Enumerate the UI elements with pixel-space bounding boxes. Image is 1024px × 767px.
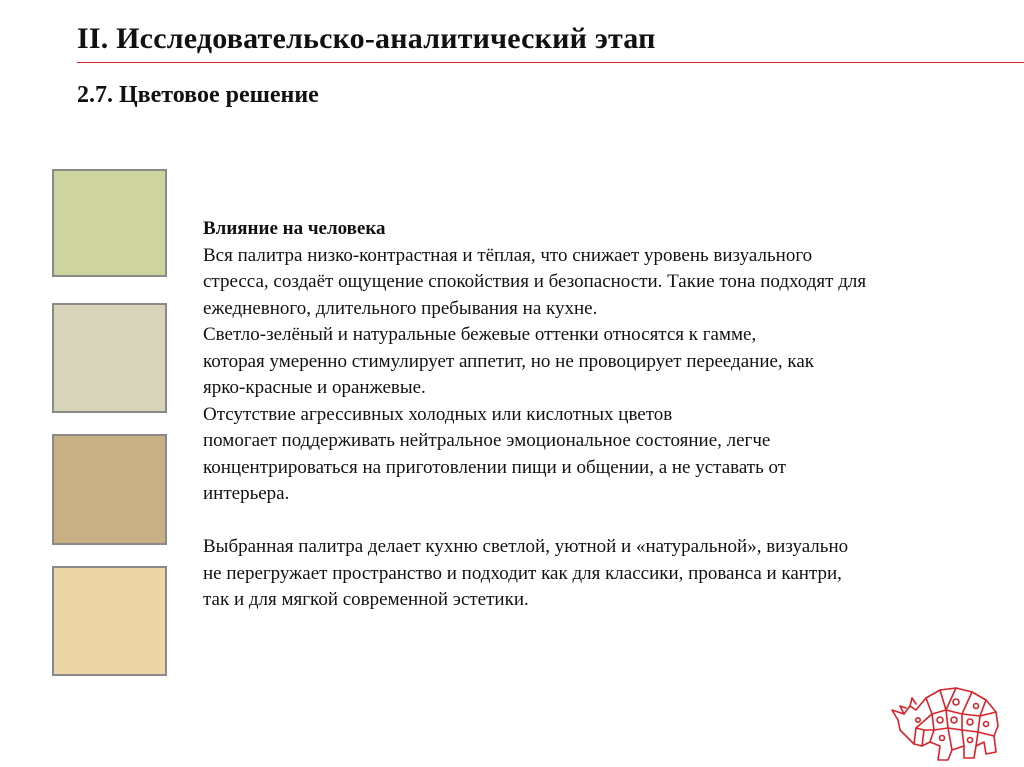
effect-heading: Влияние на человека (203, 218, 386, 239)
closing-line: Выбранная палитра делает кухню светлой, уютной и «натуральной», визуально (203, 536, 849, 557)
color-swatch-warm-tan (52, 434, 167, 545)
section-subtitle: 2.7. Цветовое решение (77, 82, 319, 108)
title-divider (77, 62, 1024, 63)
rhino-logo-icon (890, 680, 1002, 762)
slide-title: II. Исследовательско-аналитический этап (77, 22, 656, 55)
paragraph-gap (203, 508, 1018, 535)
text-line: ярко-красные и оранжевые. (203, 377, 426, 398)
text-line: интерьера. (203, 483, 290, 504)
closing-line: так и для мягкой современной эстетики. (203, 589, 529, 610)
text-line: помогает поддерживать нейтральное эмоциональное состояние, легче (203, 430, 771, 451)
text-line: стресса, создаёт ощущение спокойствия и безопасности. Такие тона подходят для (203, 271, 867, 292)
description-text (203, 216, 1018, 614)
color-swatch-sand-cream (52, 566, 167, 676)
text-line: которая умеренно стимулирует аппетит, но не провоцирует переедание, как (203, 350, 815, 372)
color-swatch-light-beige-grey (52, 303, 167, 413)
color-swatch-light-green (52, 169, 167, 277)
text-line: Отсутствие агрессивных холодных или кислотных цветов (203, 403, 673, 425)
text-line: концентрироваться на приготовлении пищи и общении, а не уставать от (203, 456, 787, 478)
closing-line: не перегружает пространство и подходит как для классики, прованса и кантри, (203, 562, 842, 584)
text-line: ежедневного, длительного пребывания на кухне. (203, 297, 598, 319)
text-line: Светло-зелёный и натуральные бежевые оттенки относятся к гамме, (203, 324, 757, 345)
text-line: Вся палитра низко-контрастная и тёплая, что снижает уровень визуального (203, 244, 813, 266)
